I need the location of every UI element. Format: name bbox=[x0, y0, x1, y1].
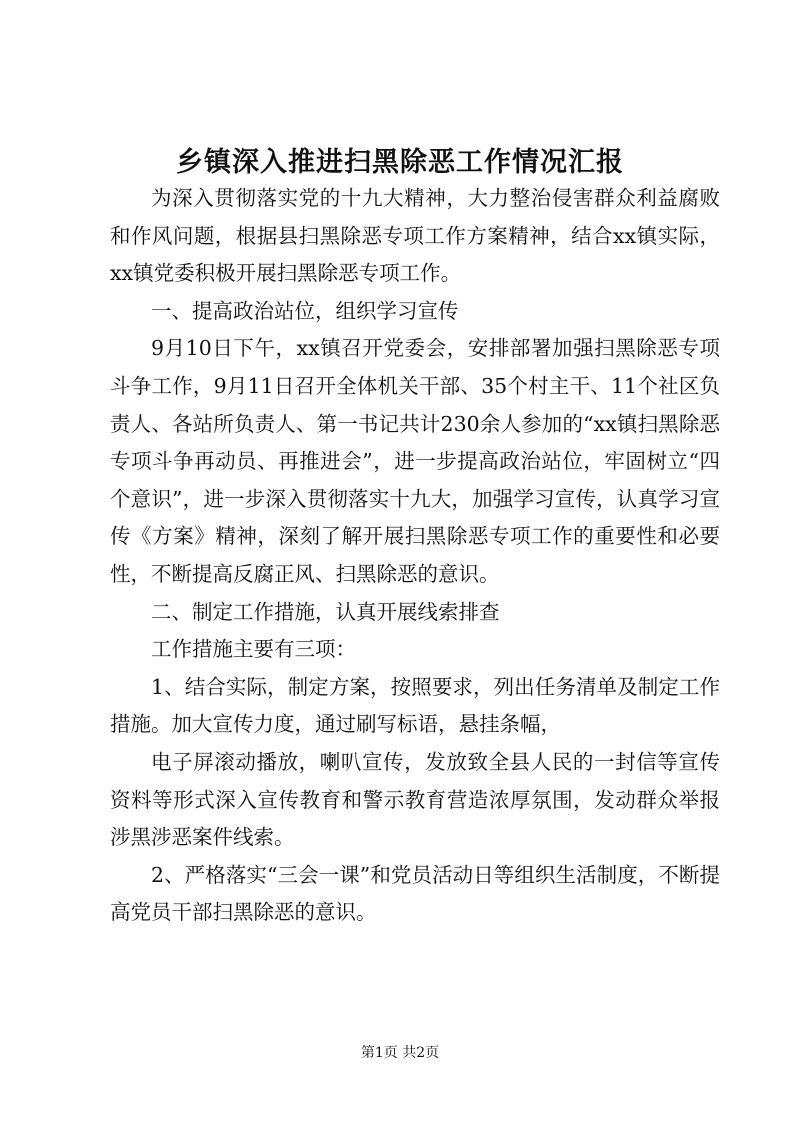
paragraph-meeting: 9月10日下午，xx镇召开党委会，安排部署加强扫黑除恶专项斗争工作，9月11日召开全体机关干部、35个村主干、11个社区负责人、各站所负责人、第一书记共计230余人参加的“xx镇扫黑除恶专项斗争再动员、再推进会”，进一步提高政治站位，牢固树立“四个意识”，进一步深入贯彻落实十九大，加强学习宣传，认真学习宣传《方案》精神，深刻了解开展扫黑除恶专项工作的重要性和必要性，不断提高反腐正风、扫黑除恶的意识。 bbox=[110, 336, 720, 586]
section-heading-1: 一、提高政治站位，组织学习宣传 bbox=[151, 298, 459, 323]
paragraph-measure-1-continued: 电子屏滚动播放，喇叭宣传，发放致全县人民的一封信等宣传资料等形式深入宣传教育和警示教育营造浓厚氛围，发动群众举报涉黑涉恶案件线索。 bbox=[110, 749, 720, 850]
paragraph-measure-1: 1、结合实际，制定方案，按照要求，列出任务清单及制定工作措施。加大宣传力度，通过刷写标语，悬挂条幅， bbox=[110, 674, 720, 737]
section-heading-2: 二、制定工作措施，认真开展线索排查 bbox=[151, 599, 500, 624]
paragraph-measure-2: 2、严格落实“三会一课”和党员活动日等组织生活制度，不断提高党员干部扫黑除恶的意识。 bbox=[110, 862, 720, 925]
document-body bbox=[110, 180, 720, 932]
paragraph-measures-intro: 工作措施主要有三项： bbox=[151, 637, 356, 662]
page-footer: 第1页 共2页 bbox=[360, 1045, 440, 1061]
document-title: 乡镇深入推进扫黑除恶工作情况汇报 bbox=[176, 147, 624, 178]
paragraph-intro: 为深入贯彻落实党的十九大精神，大力整治侵害群众利益腐败和作风问题，根据县扫黑除恶专项工作方案精神，结合xx镇实际，xx镇党委积极开展扫黑除恶专项工作。 bbox=[110, 186, 720, 286]
